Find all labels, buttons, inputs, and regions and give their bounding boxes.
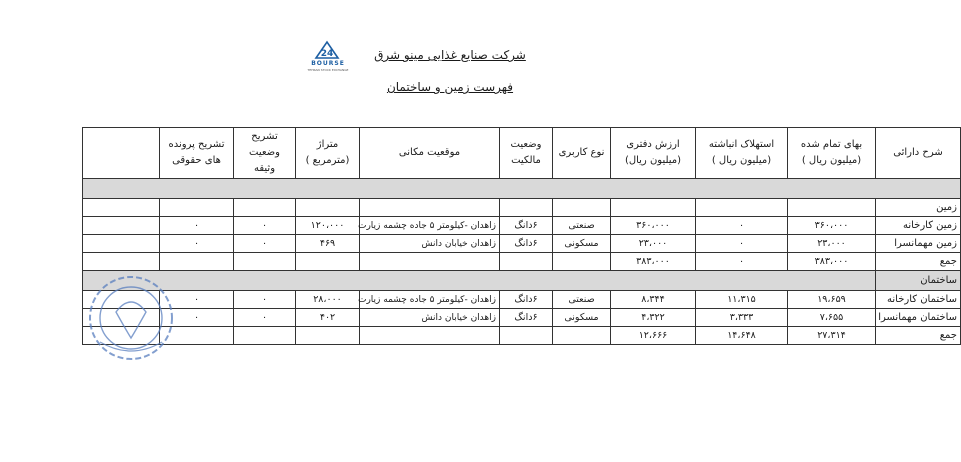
table-cell (83, 271, 876, 291)
table-cell (83, 235, 160, 253)
row-legal: ۰ (160, 291, 234, 309)
table-cell (360, 199, 500, 217)
row-depreciation: ۱۱،۳۱۵ (696, 291, 788, 309)
row-area: ۴۶۹ (296, 235, 360, 253)
table-cell (500, 327, 553, 345)
row-collateral: ۰ (234, 309, 296, 327)
table-cell (83, 327, 160, 345)
header-book-value: ارزش دفتری (میلیون ریال) (611, 128, 696, 179)
header-collateral: تشریح وضعیت وثیقه (234, 128, 296, 179)
row-book-value: ۸،۳۴۴ (611, 291, 696, 309)
table-row (83, 235, 961, 253)
row-ownership: ۶دانگ (500, 217, 553, 235)
row-book-value: ۲۳،۰۰۰ (611, 235, 696, 253)
row-area: ۱۲۰،۰۰۰ (296, 217, 360, 235)
row-area: ۴۰۲ (296, 309, 360, 327)
total-label: جمع (876, 327, 961, 345)
band-cell (83, 179, 961, 199)
table-cell (234, 327, 296, 345)
table-cell (234, 253, 296, 271)
company-title: شرکت صنایع غذایی مینو شرق (374, 48, 526, 62)
row-collateral: ۰ (234, 217, 296, 235)
section-label-buildings: ساختمان (876, 271, 961, 291)
header-usage: نوع کاربری (553, 128, 611, 179)
report-subtitle: فهرست زمین و ساختمان (386, 80, 514, 94)
table-row (83, 309, 961, 327)
section-label-land: زمین (876, 199, 961, 217)
row-description: زمین مهمانسرا (876, 235, 961, 253)
table-cell (553, 327, 611, 345)
row-area: ۲۸،۰۰۰ (296, 291, 360, 309)
row-legal: ۰ (160, 309, 234, 327)
row-book-value: ۳۶۰،۰۰۰ (611, 217, 696, 235)
row-cost: ۱۹،۶۵۹ (788, 291, 876, 309)
table-cell (83, 253, 160, 271)
logo-brand: BOURSE (311, 60, 345, 67)
row-usage: صنعتی (553, 291, 611, 309)
table-cell (360, 327, 500, 345)
row-location: زاهدان -کیلومتر ۵ جاده چشمه زیارت (360, 217, 500, 235)
table-cell (83, 217, 160, 235)
table-cell (83, 309, 160, 327)
row-ownership: ۶دانگ (500, 309, 553, 327)
row-location: زاهدان خیابان دانش (360, 235, 500, 253)
bourse-logo-icon (314, 40, 340, 60)
table-row (83, 291, 961, 309)
table-cell (83, 199, 160, 217)
bourse-logo (302, 40, 354, 74)
table-cell (296, 199, 360, 217)
row-legal: ۰ (160, 235, 234, 253)
table-cell (696, 199, 788, 217)
header-description: شرح دارائی (876, 128, 961, 179)
table-cell (500, 253, 553, 271)
row-description: زمین کارخانه (876, 217, 961, 235)
table-cell (788, 199, 876, 217)
table-cell (160, 327, 234, 345)
table-cell (500, 199, 553, 217)
header-completed-cost: بهای تمام شده (میلیون ریال ) (788, 128, 876, 179)
land-building-table (82, 127, 961, 345)
row-description: ساختمان کارخانه (876, 291, 961, 309)
row-ownership: ۶دانگ (500, 291, 553, 309)
total-row (83, 253, 961, 271)
row-ownership: ۶دانگ (500, 235, 553, 253)
header-ownership: وضعیت مالکیت (500, 128, 553, 179)
table-cell (234, 199, 296, 217)
row-depreciation: ۳،۳۳۳ (696, 309, 788, 327)
row-depreciation: ۰ (696, 235, 788, 253)
total-depreciation: ۱۴،۶۴۸ (696, 327, 788, 345)
row-legal: ۰ (160, 217, 234, 235)
header-legal: تشریح پرونده های حقوقی (160, 128, 234, 179)
row-book-value: ۴،۳۲۲ (611, 309, 696, 327)
row-usage: صنعتی (553, 217, 611, 235)
total-book-value: ۳۸۳،۰۰۰ (611, 253, 696, 271)
asset-table-container (82, 127, 957, 345)
logo-tagline: TEHRAN STOCK EXCHANGE (307, 68, 349, 72)
total-row (83, 327, 961, 345)
row-collateral: ۰ (234, 235, 296, 253)
table-cell (296, 253, 360, 271)
row-cost: ۲۳،۰۰۰ (788, 235, 876, 253)
row-location: زاهدان -کیلومتر ۵ جاده چشمه زیارت (360, 291, 500, 309)
total-cost: ۳۸۳،۰۰۰ (788, 253, 876, 271)
table-cell (160, 199, 234, 217)
header-location: موقعیت مکانی (360, 128, 500, 179)
header-area: متراژ (مترمربع ) (296, 128, 360, 179)
table-cell (160, 253, 234, 271)
table-header-row (83, 128, 961, 179)
row-cost: ۷،۶۵۵ (788, 309, 876, 327)
table-cell (296, 327, 360, 345)
table-cell (553, 199, 611, 217)
row-collateral: ۰ (234, 291, 296, 309)
row-location: زاهدان خیابان دانش (360, 309, 500, 327)
header-empty (83, 128, 160, 179)
table-cell (611, 199, 696, 217)
section-row-land (83, 199, 961, 217)
table-cell (360, 253, 500, 271)
row-depreciation: ۰ (696, 217, 788, 235)
table-row (83, 217, 961, 235)
logo-mark: 24 (320, 49, 334, 59)
row-cost: ۳۶۰،۰۰۰ (788, 217, 876, 235)
table-cell (83, 291, 160, 309)
row-usage: مسکونی (553, 235, 611, 253)
header-accumulated-depreciation: استهلاک انباشته (میلیون ریال ) (696, 128, 788, 179)
row-usage: مسکونی (553, 309, 611, 327)
row-description: ساختمان مهمانسرا (876, 309, 961, 327)
table-cell (553, 253, 611, 271)
total-cost: ۲۷،۳۱۴ (788, 327, 876, 345)
total-book-value: ۱۲،۶۶۶ (611, 327, 696, 345)
band-row (83, 179, 961, 199)
total-label: جمع (876, 253, 961, 271)
section-row-buildings (83, 271, 961, 291)
total-depreciation: ۰ (696, 253, 788, 271)
